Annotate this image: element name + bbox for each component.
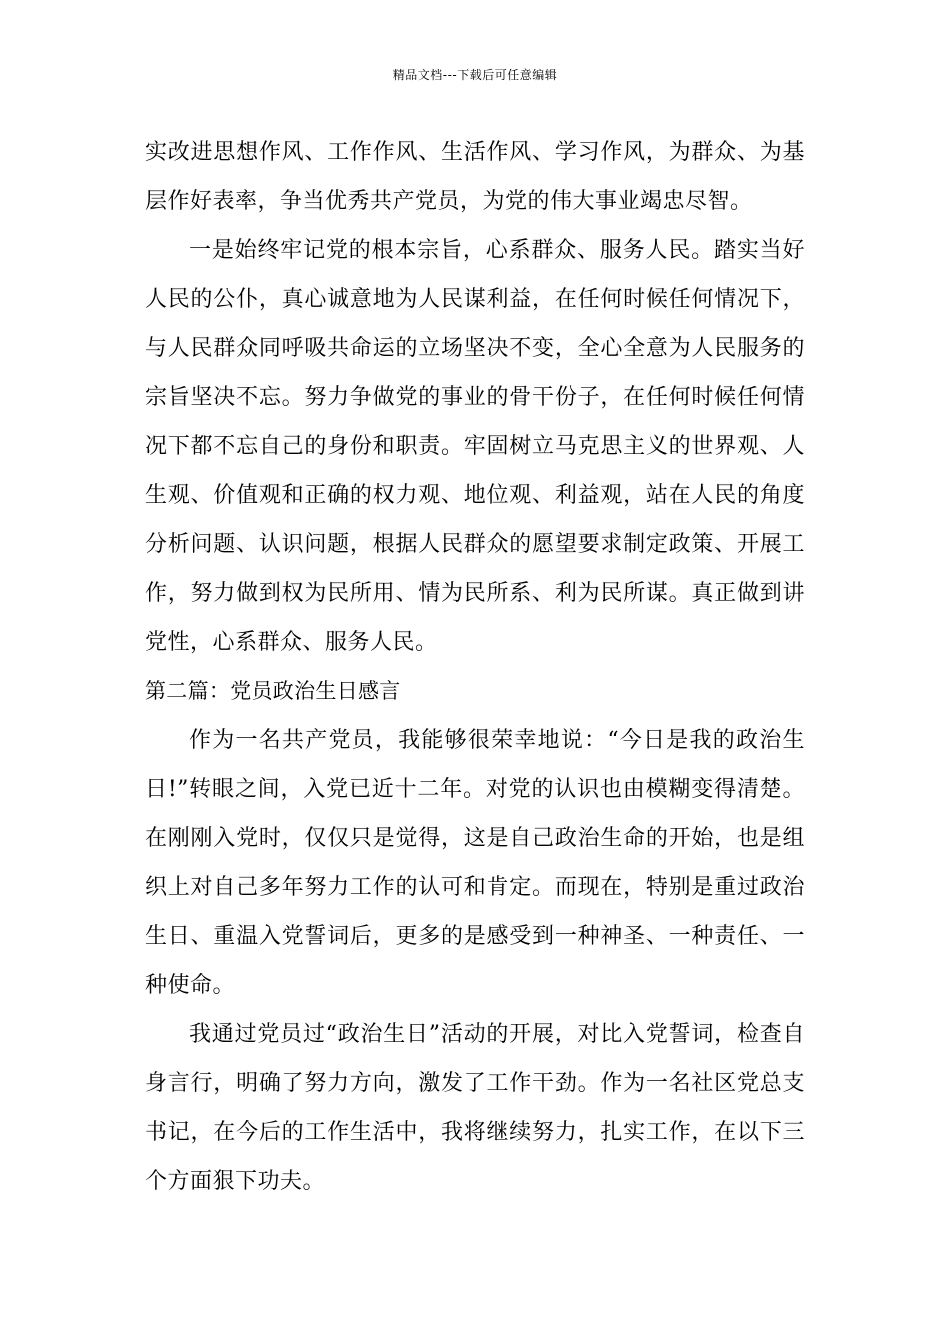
page-header: 精品文档---下载后可任意编辑 <box>392 68 558 82</box>
paragraph-continuation: 实改进思想作风、工作作风、生活作风、学习作风，为群众、为基层作好表率，争当优秀共产党员，为党的伟大事业竭忠尽智。 <box>145 140 805 214</box>
paragraph-activity: 我通过党员过“政治生日”活动的开展，对比入党誓词，检查自身言行，明确了努力方向，激发了工作干劲。作为一名社区党总支书记，在今后的工作生活中，我将继续努力，扎实工作，在以下三个方面狠下功夫。 <box>145 1022 805 1194</box>
document-body <box>145 128 805 1206</box>
paragraph-first-point: 一是始终牢记党的根本宗旨，心系群众、服务人民。踏实当好人民的公仆，真心诚意地为人民谋利益，在任何时候任何情况下，与人民群众同呼吸共命运的立场坚决不变，全心全意为人民服务的宗旨坚决不忘。努力争做党的事业的骨干份子，在任何时候任何情况下都不忘自己的身份和职责。牢固树立马克思主义的世界观、人生观、价值观和正确的权力观、地位观、利益观，站在人民的角度分析问题、认识问题，根据人民群众的愿望要求制定政策、开展工作，努力做到权为民所用、情为民所系、利为民所谋。真正做到讲党性，心系群众、服务人民。 <box>145 238 805 655</box>
paragraph-political-birthday: 作为一名共产党员，我能够很荣幸地说：“今日是我的政治生日!”转眼之间，入党已近十二年。对党的认识也由模糊变得清楚。在刚刚入党时，仅仅只是觉得，这是自己政治生命的开始，也是组织上对自己多年努力工作的认可和肯定。而现在，特别是重过政治生日、重温入党誓词后，更多的是感受到一种神圣、一种责任、一种使命。 <box>145 728 805 998</box>
section-heading: 第二篇：党员政治生日感言 <box>145 679 401 703</box>
